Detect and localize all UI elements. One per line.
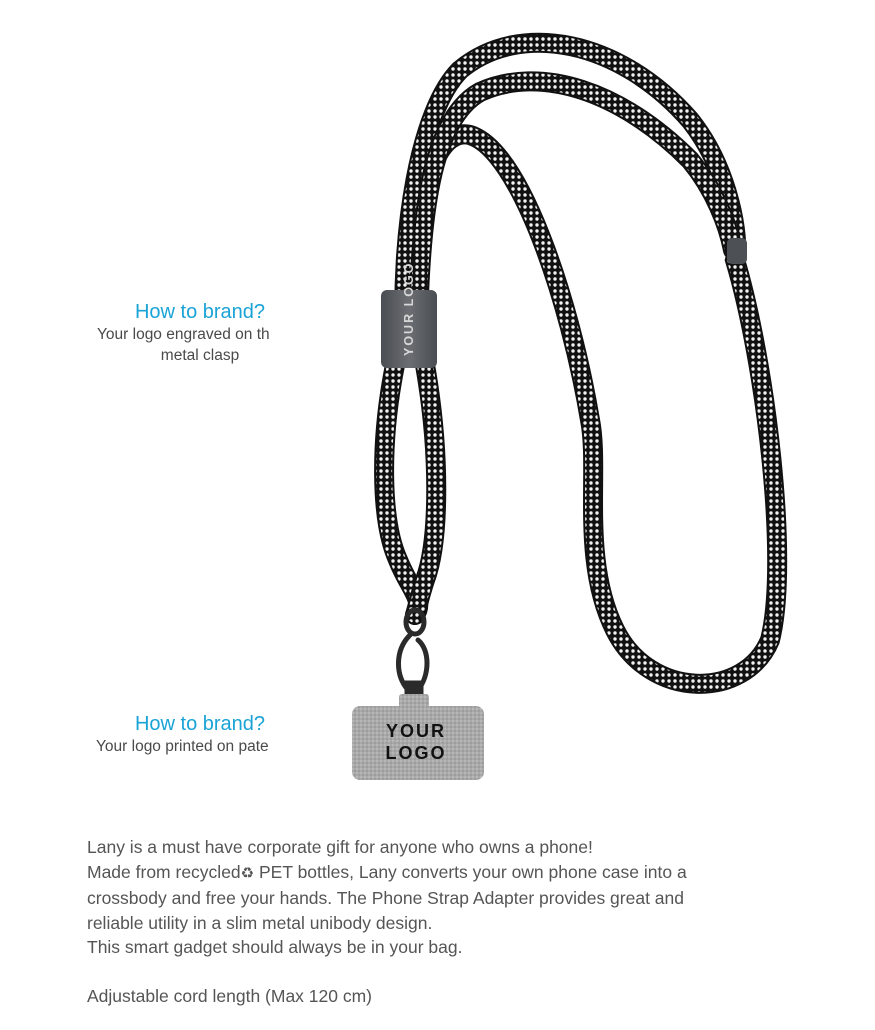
description-line: reliable utility in a slim metal unibody design. [87,912,433,933]
patch-logo-line2: LOGO [385,743,447,763]
description-text: PET bottles, Lany converts your own phone case into a [254,861,687,882]
cord-stopper [727,238,747,264]
callout-text-line1: Your logo engraved on th [97,326,270,343]
fabric-patch [352,694,484,780]
description-text: Made from recycled [87,861,241,882]
description-line [87,860,847,887]
description-line: crossbody and free your hands. The Phone Strap Adapter provides great and [87,888,685,908]
callout-heading: How to brand? [134,301,266,323]
recycle-icon: ♻ [240,864,255,882]
branding-callout-patch [55,712,345,757]
patch-logo-line1: YOUR [385,721,447,741]
callout-text-line2: metal clasp [160,347,240,364]
description-line: This smart gadget should always be in your bag. [87,937,463,957]
description-line: Lany is a must have corporate gift for anyone who owns a phone! [87,837,593,857]
callout-heading: How to brand? [134,713,266,735]
branding-callout-clasp [55,300,345,366]
spacer [87,960,847,984]
product-description [87,835,847,1008]
spec-line: Adjustable cord length (Max 120 cm) [87,985,372,1006]
callout-text-line1: Your logo printed on pate [96,738,269,755]
clasp-logo: YOUR LOGO [402,261,416,356]
cord [384,43,777,684]
